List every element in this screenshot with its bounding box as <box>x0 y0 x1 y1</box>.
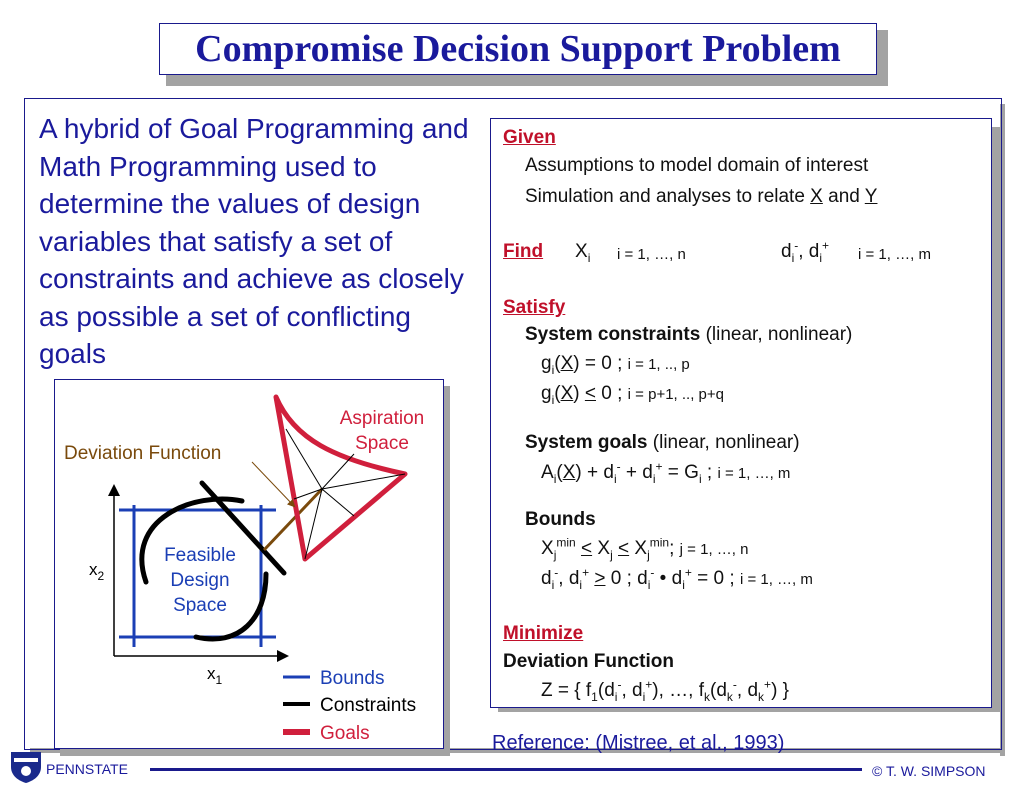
system-goals: System goals (linear, nonlinear) <box>525 432 800 453</box>
cdsp-diagram <box>54 379 444 749</box>
x1-label: $x_1$ <box>207 664 223 687</box>
find-x: $X_i$ <box>575 241 591 265</box>
minimize-heading: Minimize <box>503 623 584 644</box>
legend-goals-label: Goals <box>320 723 370 744</box>
find-d: $d_i^-$, $d_i^+$ <box>781 238 830 265</box>
given-heading: Given <box>503 127 556 148</box>
aspiration-label-1: Aspiration <box>339 408 425 429</box>
satisfy-heading: Satisfy <box>503 297 566 318</box>
x2-label: $x_2$ <box>89 560 105 583</box>
deviation-bounds-eq: $d_i^-$, $d_i^+ > 0$ ; $d_i^-$ • $d_i^+ = 0$ ; i = 1, …, m <box>541 565 813 592</box>
reference-text: Reference: (Mistree, et al., 1993) <box>492 732 785 754</box>
description-text: A hybrid of Goal Programming and Math Programming used to determine the values of design variables that satisfy a set of constraints and achieve as closely as possible a set of conflicting goals <box>39 113 469 369</box>
pennstate-shield-logo <box>8 749 44 785</box>
legend-bounds-label: Bounds <box>320 668 385 689</box>
deviation-function-heading: Deviation Function <box>503 651 674 672</box>
deviation-function-label: Deviation Function <box>64 443 222 464</box>
given-item-1: Assumptions to model domain of interest <box>525 155 869 176</box>
bounds-heading: Bounds <box>525 509 596 530</box>
objective-eq: Z = { $f_1(d_i^-$, $d_i^+$), …, $f_k(d_k^-$, $d_k^+$) } <box>541 677 790 704</box>
find-heading: Find <box>503 241 544 262</box>
find-d-range: i = 1, …, m <box>858 246 931 263</box>
constraint-ineq: $g_i(X) < 0$ ; i = p+1, .., p+q <box>541 383 724 407</box>
aspiration-label-2: Space <box>355 433 409 454</box>
pennstate-label: PENNSTATE <box>46 761 128 777</box>
page-title: Compromise Decision Support Problem <box>195 28 841 70</box>
system-constraints: System constraints (linear, nonlinear) <box>525 324 853 345</box>
bounds-eq: $X_j^{min} < X_j < X_j^{min}$; j = 1, …, n <box>541 535 749 562</box>
find-x-range: i = 1, …, n <box>617 246 686 263</box>
footer-line <box>150 768 862 771</box>
constraint-eq: $g_i(X) = 0$ ; i = 1, .., p <box>541 353 690 377</box>
legend-constraints-label: Constraints <box>320 695 417 716</box>
formulation-box <box>490 118 992 708</box>
feasible-label-1: Feasible <box>164 545 236 566</box>
title-box <box>159 23 877 75</box>
copyright: © T. W. SIMPSON <box>872 763 986 779</box>
given-item-2: Simulation and analyses to relate X and Y <box>525 186 878 207</box>
feasible-label-3: Space <box>173 595 227 616</box>
feasible-label-2: Design <box>170 570 230 591</box>
goal-eq: $A_i(X) + d_i^- + d_i^+ = G_i$ ; i = 1, …, m <box>541 459 791 486</box>
